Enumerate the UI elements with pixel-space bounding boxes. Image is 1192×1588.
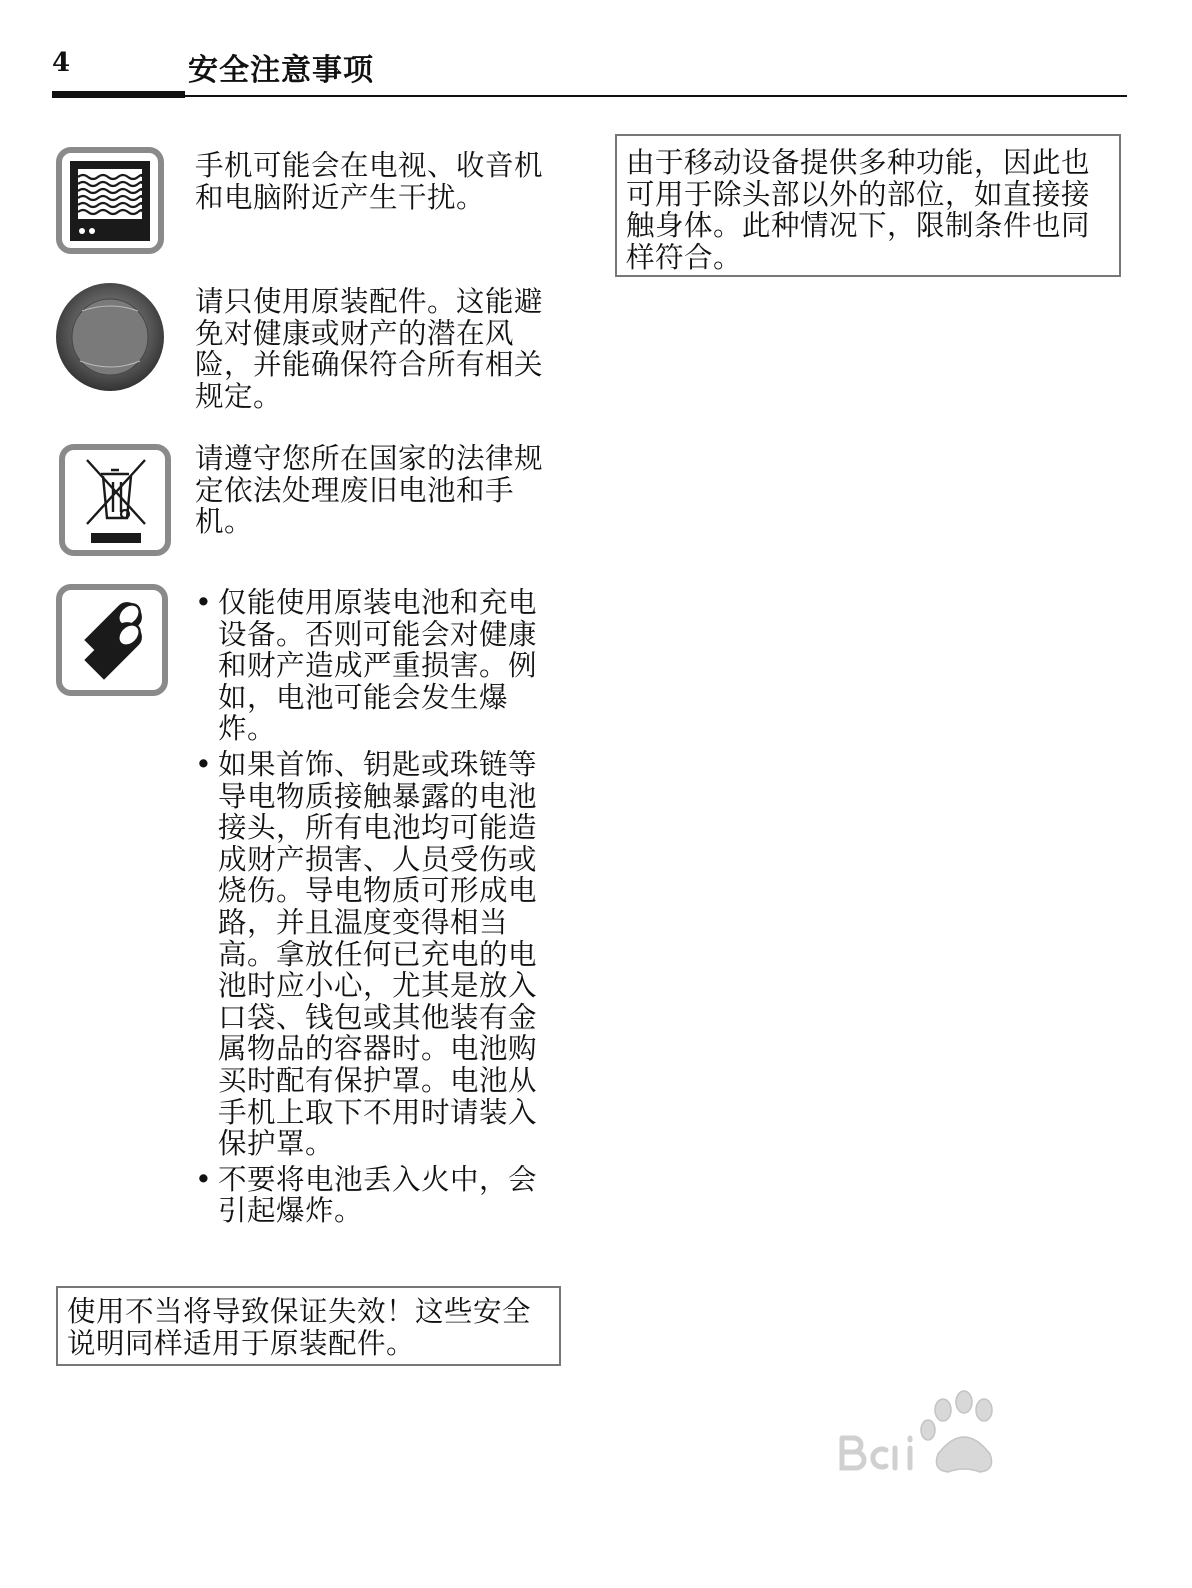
header-rule-accent [52,91,185,98]
page-title: 安全注意事项 [188,53,374,88]
battery-warning-list [195,587,540,1231]
weee-crossed-bin-icon [59,444,171,560]
page-number: 4 [52,48,71,78]
tv-interference-text: 手机可能会在电视、收音机和电脑附近产生干扰。 [195,149,544,214]
body-contact-note-box: 由于移动设备提供多种功能，因此也可用于除头部以外的部位，如直接接触身体。此种情况下，限制条件也同样符合。 [615,134,1121,277]
benq-accessory-seal [52,281,168,397]
tv-interference-icon [56,147,164,258]
list-item: • 仅能使用原装电池和充电设备。否则可能会对健康和财产造成严重损害。例如，电池可能会发生爆炸。 [195,587,540,745]
header-rule [52,95,1127,97]
warranty-warning-box: 使用不当将导致保证失效！这些安全说明同样适用于原装配件。 [56,1286,561,1366]
battery-icon [56,584,168,700]
baidu-jingyan-watermark [828,1388,1118,1528]
list-item: • 不要将电池丢入火中，会引起爆炸。 [195,1164,540,1227]
list-item: • 如果首饰、钥匙或珠链等导电物质接触暴露的电池接头，所有电池均可能造成财产损害、人员受伤或烧伤。导电物质可形成电路，并且温度变得相当高。拿放任何已充电的电池时应小心，尤其是放入口袋、钱包或其他装有金属物品的容器时。电池购买时配有保护罩。电池从手机上取下不用时请装入保护罩。 [195,749,540,1160]
disposal-text: 请遵守您所在国家的法律规定依法处理废旧电池和手机。 [195,442,544,538]
accessories-text: 请只使用原装配件。这能避免对健康或财产的潜在风险，并能确保符合所有相关规定。 [195,285,544,413]
